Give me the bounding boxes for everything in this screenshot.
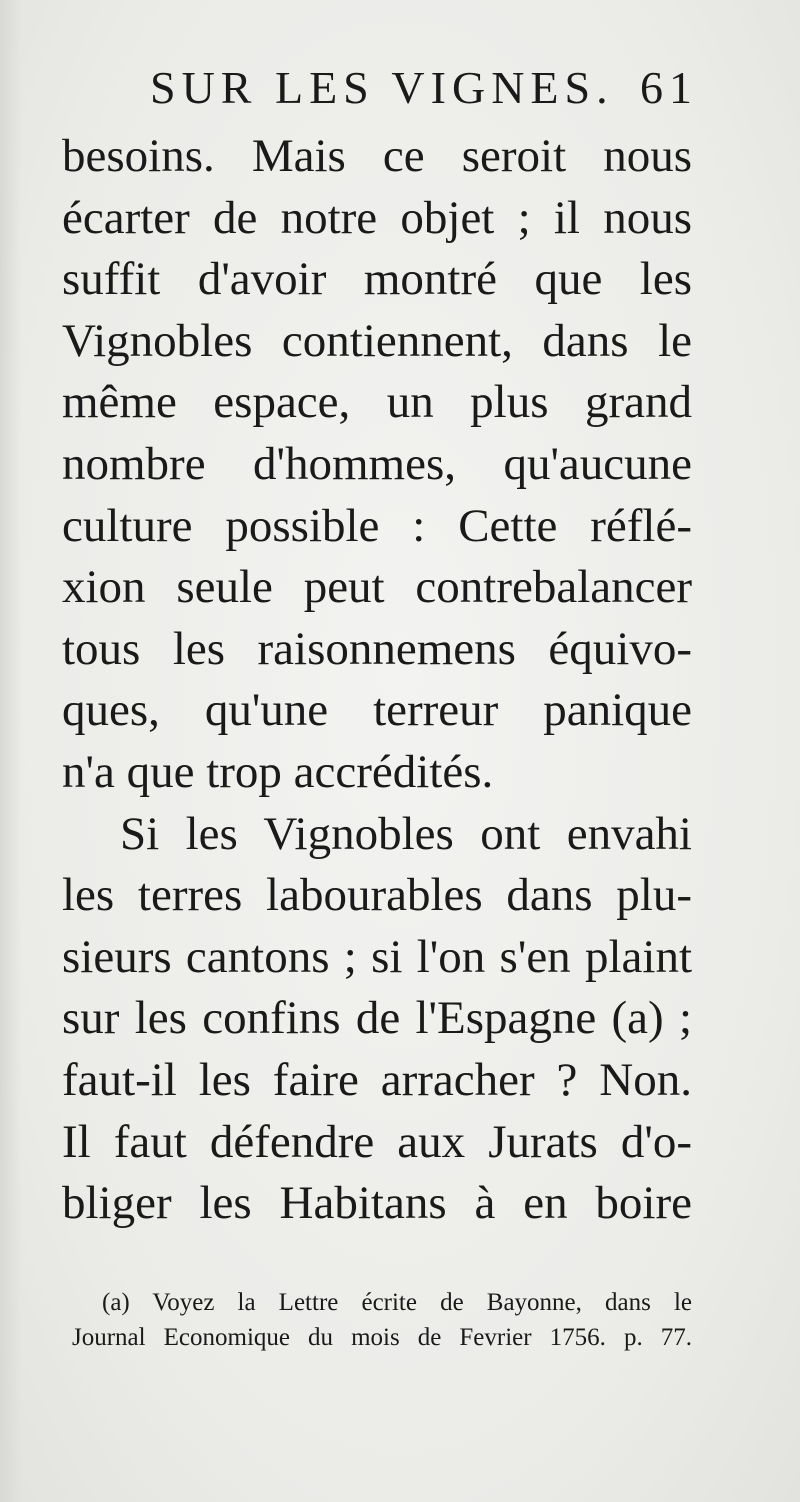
- text-line: suffit d'avoir montré que les: [62, 253, 692, 306]
- gutter-shadow: [0, 0, 22, 1502]
- text-line: Si les Vignobles ont envahi: [120, 807, 692, 860]
- text-line: Il faut défendre aux Jurats d'o-: [62, 1115, 692, 1168]
- text-line: tous les raisonnemens équivo-: [62, 622, 692, 675]
- text-line: sieurs cantons ; si l'on s'en plaint: [62, 930, 692, 983]
- text-line: faut-il les faire arracher ? Non.: [62, 1053, 692, 1106]
- text-line: sur les confins de l'Espagne (a) ;: [62, 992, 692, 1045]
- text-line: n'a que trop accrédités.: [62, 745, 494, 798]
- text-line: même espace, un plus grand: [62, 376, 692, 429]
- text-line: culture possible : Cette réflé-: [62, 499, 692, 552]
- text-line: Vignobles contiennent, dans le: [62, 314, 692, 367]
- text-line: xion seule peut contrebalancer: [62, 561, 692, 614]
- text-line: écarter de notre objet ; il nous: [62, 191, 692, 244]
- footnote-line: Journal Economique du mois de Fevrier 1756. p. 77.: [72, 1324, 692, 1351]
- text-line: nombre d'hommes, qu'aucune: [62, 437, 692, 490]
- text-line: besoins. Mais ce seroit nous: [62, 130, 692, 182]
- running-head: [150, 58, 710, 118]
- running-head-title: SUR LES VIGNES.: [150, 62, 614, 113]
- footnote: [72, 1285, 692, 1355]
- body-text: [62, 126, 692, 1235]
- footnote-line: (a) Voyez la Lettre écrite de Bayonne, dans le: [102, 1289, 692, 1316]
- page-number: 61: [640, 62, 698, 113]
- text-line: bliger les Habitans à en boire: [62, 1177, 692, 1230]
- text-line: les terres labourables dans plu-: [62, 869, 692, 922]
- text-line: ques, qu'une terreur panique: [62, 684, 692, 737]
